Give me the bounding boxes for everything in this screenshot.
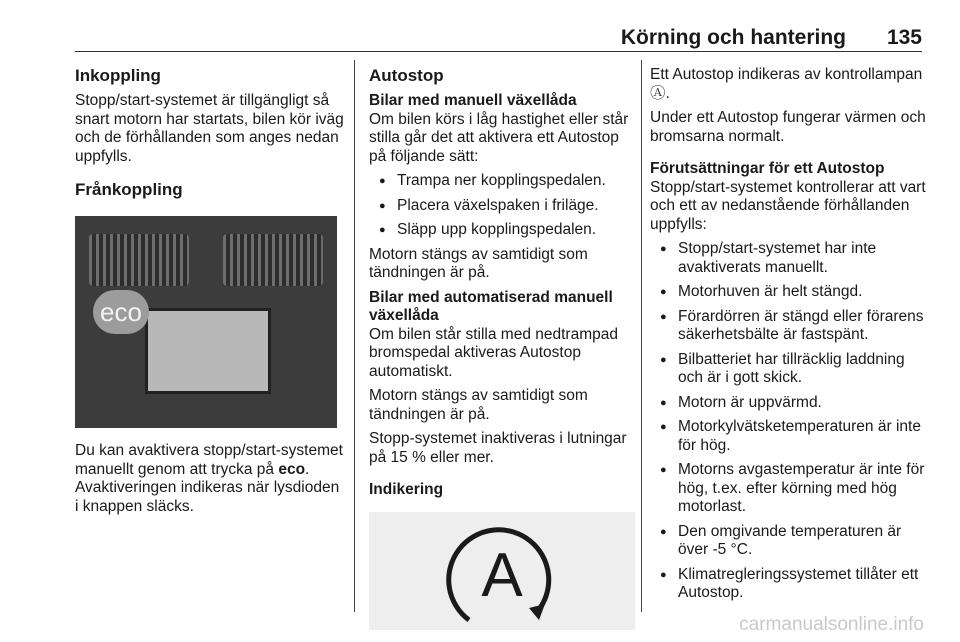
column-divider-2 (641, 60, 642, 612)
header-divider (75, 51, 922, 52)
heading-indikering: Indikering (369, 481, 444, 498)
list-item: ● Motorns avgastemperatur är inte för hög, t.ex. efter körning med hög motorlast. (650, 461, 932, 517)
paragraph-slope: Stopp-systemet inaktiveras i lutningar på 15 % eller mer. (369, 430, 627, 466)
list-item: ● Bilbatteriet har tillräcklig laddning och är i gott skick. (650, 351, 932, 388)
text-lysdiod: . Avaktiveringen indikeras när lysdioden i knappen släcks. (75, 460, 340, 515)
autostop-indicator-icon (369, 512, 635, 630)
watermark: carmanualsonline.info (739, 614, 924, 635)
list-item: ● Förardörren är stängd eller förarens säkerhetsbälte är fastspänt. (650, 308, 932, 345)
list-item: ● Placera växelspaken i friläge. (369, 197, 635, 216)
air-vent-right (223, 234, 323, 286)
list-item: ● Den omgivande temperaturen är över -5 °C. (650, 523, 932, 560)
list-item: ● Släpp upp kopplingspedalen. (369, 221, 635, 240)
list-item: ● Trampa ner kopplingspedalen. (369, 172, 635, 191)
heading-autostop: Autostop (369, 66, 444, 85)
heading-inkoppling: Inkoppling (75, 66, 161, 85)
eco-button-callout: eco (93, 290, 149, 334)
heading-conditions: Förutsättningar för ett Autostop (650, 160, 885, 177)
paragraph-engine-stop-2: Motorn stängs av samtidigt som tändningen är på. (369, 387, 588, 423)
text-avaktivera: Du kan avaktivera stopp/start-systemet manuellt genom att trycka på (75, 442, 343, 478)
heading-automated-gearbox: Bilar med automatiserad manuell växellåda (369, 288, 613, 324)
list-item: ● Stopp/start-systemet har inte avaktiverats manuellt. (650, 240, 932, 277)
indicator-letter: A (481, 540, 523, 610)
paragraph-engine-stop-1: Motorn stängs av samtidigt som tändningen är på. (369, 245, 588, 281)
manual-steps-list (369, 172, 635, 240)
eco-keyword: eco (278, 460, 306, 478)
dashboard-photo (75, 216, 337, 428)
list-item: ● Motorn är uppvärmd. (650, 394, 932, 413)
list-item: ● Motorhuven är helt stängd. (650, 283, 932, 302)
list-item: ● Motorkylvätsketemperaturen är inte för hög. (650, 418, 932, 455)
paragraph-system-check: Stopp/start-systemet kontrollerar att vart och ett av nedanstående förhållanden uppfylls: (650, 178, 926, 233)
page-number: 135 (886, 26, 922, 49)
header-title: Körning och hantering (620, 26, 846, 49)
column-right (650, 60, 932, 609)
heading-frankoppling: Frånkoppling (75, 180, 183, 199)
list-item: ● Klimatregleringssystemet tillåter ett Autostop. (650, 566, 932, 603)
column-left (75, 60, 345, 522)
paragraph-heating-brakes: Under ett Autostop fungerar värmen och bromsarna normalt. (650, 109, 926, 145)
paragraph-automated: Om bilen står stilla med nedtrampad bromspedal aktiveras Autostop automatiskt. (369, 325, 618, 380)
infotainment-screen (145, 308, 271, 394)
air-vent-left (89, 234, 189, 286)
heading-manual-gearbox: Bilar med manuell växellåda (369, 92, 577, 109)
column-divider-1 (354, 60, 355, 612)
conditions-list (650, 240, 932, 603)
paragraph-manual: Om bilen körs i låg hastighet eller står stilla går det att aktivera ett Autostop på följande sätt: (369, 110, 629, 165)
paragraph-indication: Ett Autostop indikeras av kontrollampan Ⓐ. (650, 66, 923, 102)
autostop-indicator-figure (369, 512, 635, 630)
paragraph-avaktivera (75, 442, 345, 516)
column-middle (369, 60, 635, 630)
paragraph-inkoppling: Stopp/start-systemet är tillgängligt så snart motorn har startats, bilen kör iväg och de förhållanden som anges nedan uppfylls. (75, 92, 344, 165)
